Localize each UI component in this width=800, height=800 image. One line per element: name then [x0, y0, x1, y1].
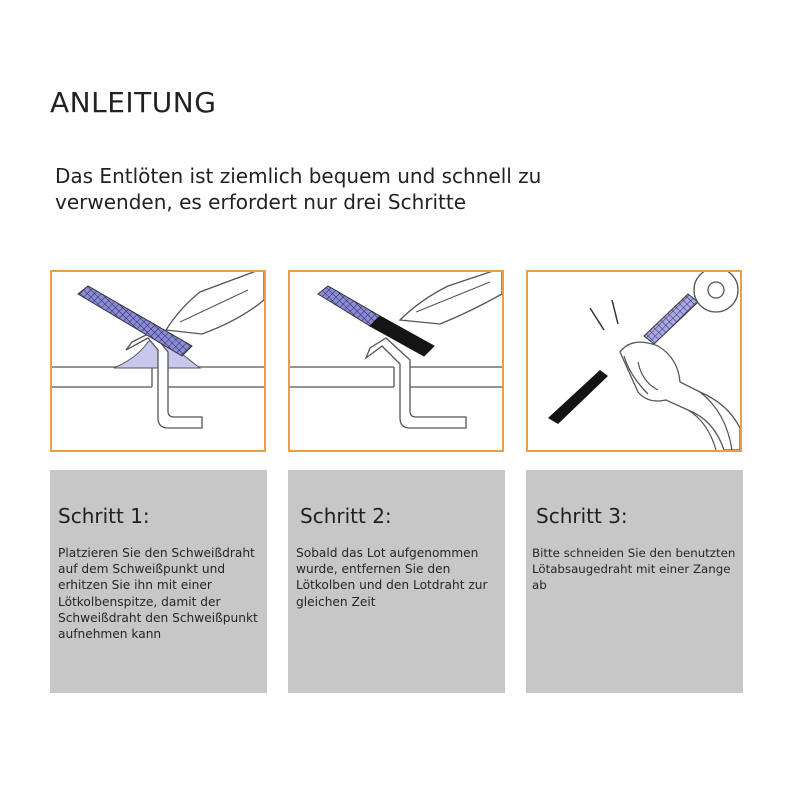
wick-cut-piece [548, 370, 608, 424]
step-1-text: Platzieren Sie den Schweißdraht auf dem Schweißpunkt und erhitzen Sie ihn mit einer Lötkolbenspitze, damit der Schweißdraht den Schweißpunkt aufnehmen kann [58, 546, 258, 642]
step-1-card [50, 470, 267, 693]
step-2-card [288, 470, 505, 693]
step-3-drawing [528, 272, 740, 450]
intro-text: Das Entlöten ist ziemlich bequem und schnell zu verwenden, es erfordert nur drei Schritte [55, 164, 542, 214]
step-3-illustration [526, 270, 742, 452]
wick-braid [644, 294, 698, 344]
pliers-icon [620, 342, 740, 450]
step-2-illustration [288, 270, 504, 452]
page-title: ANLEITUNG [50, 86, 217, 119]
soldering-iron-tip [166, 272, 264, 334]
wick-braid [318, 286, 380, 326]
step-1-title: Schritt 1: [58, 504, 150, 528]
step-2-title: Schritt 2: [300, 504, 392, 528]
step-2-text: Sobald das Lot aufgenommen wurde, entfernen Sie den Lötkolben und den Lotdraht zur gleichen Zeit [296, 546, 488, 609]
step-1-drawing [52, 272, 264, 450]
step-3-card [526, 470, 743, 693]
step-3-text: Bitte schneiden Sie den benutzten Lötabsaugedraht mit einer Zange ab [532, 546, 736, 593]
step-1-illustration [50, 270, 266, 452]
step-3-title: Schritt 3: [536, 504, 628, 528]
step-2-drawing [290, 272, 502, 450]
